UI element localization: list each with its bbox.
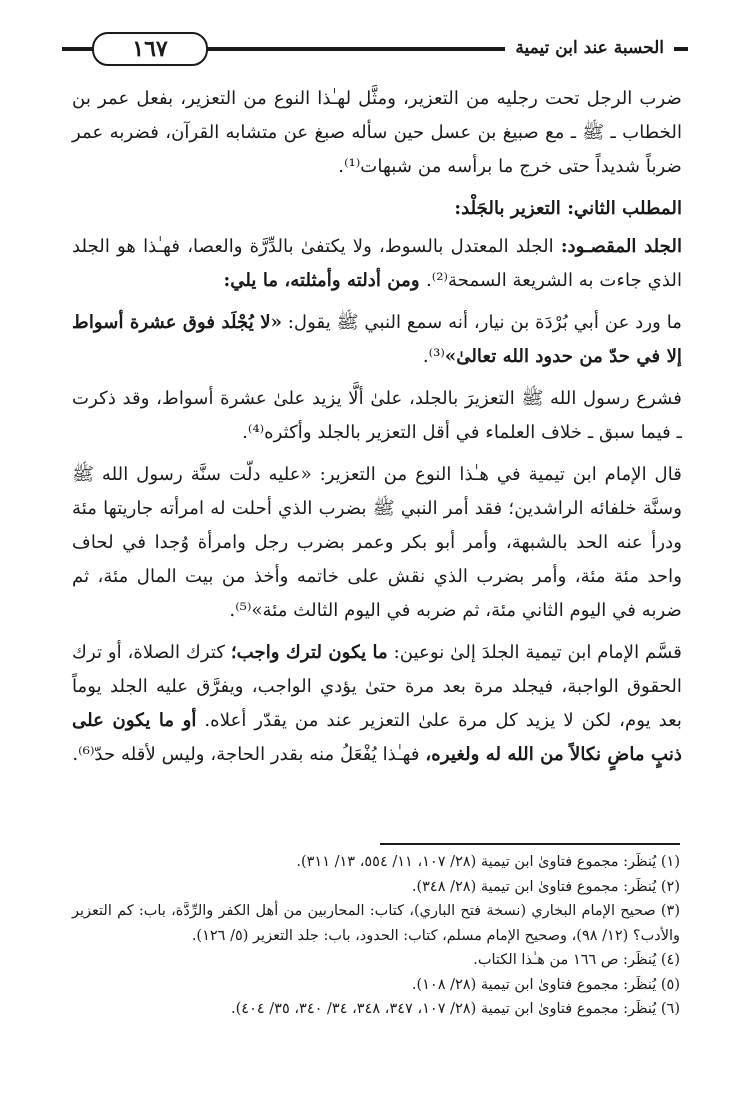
- paragraph: [72, 636, 682, 772]
- paragraph: فشرع رسول الله ﷺ التعزيرَ بالجلد، علىٰ ألَّا يزيد علىٰ عشرة أسواط، وقد ذكرت ـ فيما سبق ـ خلاف العلماء في أقل التعزير بالجلد وأكثره⁽⁴⁾.: [72, 388, 682, 443]
- footnote: (٣) صحيح الإمام البخاري (نسخة فتح الباري)، كتاب: المحاربين من أهل الكفر والرِّدَّة، باب: كم التعزير والأدب؟ (١٢/ ٩٨)، وصحيح الإمام مسلم، كتاب: الحدود، باب: جلد التعزير (٥/ ١٢٦).: [72, 903, 680, 944]
- footnote: (٢) يُنظَر: مجموع فتاوىٰ ابن تيمية (٢٨/ ٣٤٨).: [411, 878, 680, 895]
- running-title: الحسبة عند ابن تيمية: [505, 34, 674, 62]
- section-heading: المطلب الثاني: التعزير بالجَلْد:: [454, 198, 682, 219]
- hadith-intro: ما ورد عن أبي بُرْدَة بن نيار، أنه سمع النبي ﷺ يقول:: [281, 312, 682, 333]
- footnotes: [72, 850, 680, 1022]
- footnote-rule: [380, 843, 680, 845]
- division-second: أو ما يكون على ذنبٍ ماضٍ نكالاً من الله له ولغيره،: [72, 710, 682, 765]
- footnote: (١) يُنظَر: مجموع فتاوىٰ ابن تيمية (٢٨/ ١٠٧، ١١/ ٥٥٤، ١٣/ ٣١١).: [296, 854, 680, 870]
- division-first-text: كترك الصلاة، أو ترك الحقوق الواجبة، فيجلد مرة بعد مرة حتىٰ يؤدي الواجب، ويفرَّق عليه الجلد يوماً بعد يوم، لكن لا يزيد كل مرة علىٰ التعزير عند من يقدّر أعلاه.: [72, 642, 682, 731]
- page-header: [62, 32, 688, 66]
- paragraph: [72, 306, 682, 374]
- footnote: (٥) يُنظَر: مجموع فتاوىٰ ابن تيمية (٢٨/ ١٠٨).: [411, 976, 680, 993]
- page-number: ١٦٧: [92, 32, 208, 66]
- evidence-lead: ومن أدلته وأمثلته، ما يلي:: [223, 270, 426, 291]
- footnote-ref: ⁽³⁾.: [422, 346, 445, 367]
- main-text: [72, 82, 682, 780]
- division-second-text: فهـٰذا يُفْعَلُ منه بقدر الحاجة، وليس لأقله حدّ⁽⁶⁾.: [72, 744, 426, 765]
- footnote: (٦) يُنظَر: مجموع فتاوىٰ ابن تيمية (٢٨/ ١٠٧، ٣٤٧، ٣٤٨، ٣٤/ ٣٤٠، ٣٥/ ٤٠٤).: [231, 1001, 680, 1017]
- definition-text: الجلد المعتدل بالسوط، ولا يكتفىٰ بالدِّرَّة والعصا، فهـٰذا هو الجلد الذي جاءت به الشريعة السمحة⁽²⁾.: [72, 236, 682, 291]
- definition-lead: الجلد المقصـود:: [560, 236, 682, 257]
- hadith-quote: «لا يُجْلَد فوق عشرة أسواط إلا في حدّ من حدود الله تعالىٰ»: [72, 312, 682, 367]
- footnote: (٤) يُنظَر: ص ١٦٦ من هـٰذا الكتاب.: [473, 952, 680, 968]
- division-intro: قسَّم الإمام ابن تيمية الجلدَ إلىٰ نوعين:: [387, 642, 683, 663]
- paragraph: قال الإمام ابن تيمية في هـٰذا النوع من التعزير: «عليه دلّت سنَّة رسول الله ﷺ وسنَّة خلفائه الراشدين؛ فقد أمر النبي ﷺ بضرب الذي أحلت له امرأته جاريتها مئة ودرأ عنه الحد بالشبهة، وأمر أبو بكر وعمر بضرب رجل وامرأة وُجدا في لحاف واحد مئة مئة، وأمر بضرب الذي نقش على خاتمه وأخذ من بيت المال مئة، ثم ضربه في اليوم الثاني مئة، ثم ضربه في اليوم الثالث مئة»⁽⁵⁾.: [72, 464, 682, 621]
- paragraph: ضرب الرجل تحت رجليه من التعزير، ومثَّل لهـٰذا النوع من التعزير، بفعل عمر بن الخطاب ـ ﷺ ـ مع صبيغ بن عسل حين سأله صبغ عن متشابه القرآن، فضربه عمر ضرباً شديداً حتى خرج ما برأسه من شبهات⁽¹⁾.: [72, 88, 682, 177]
- division-first: ما يكون لترك واجب؛: [230, 642, 388, 663]
- paragraph: [72, 230, 682, 298]
